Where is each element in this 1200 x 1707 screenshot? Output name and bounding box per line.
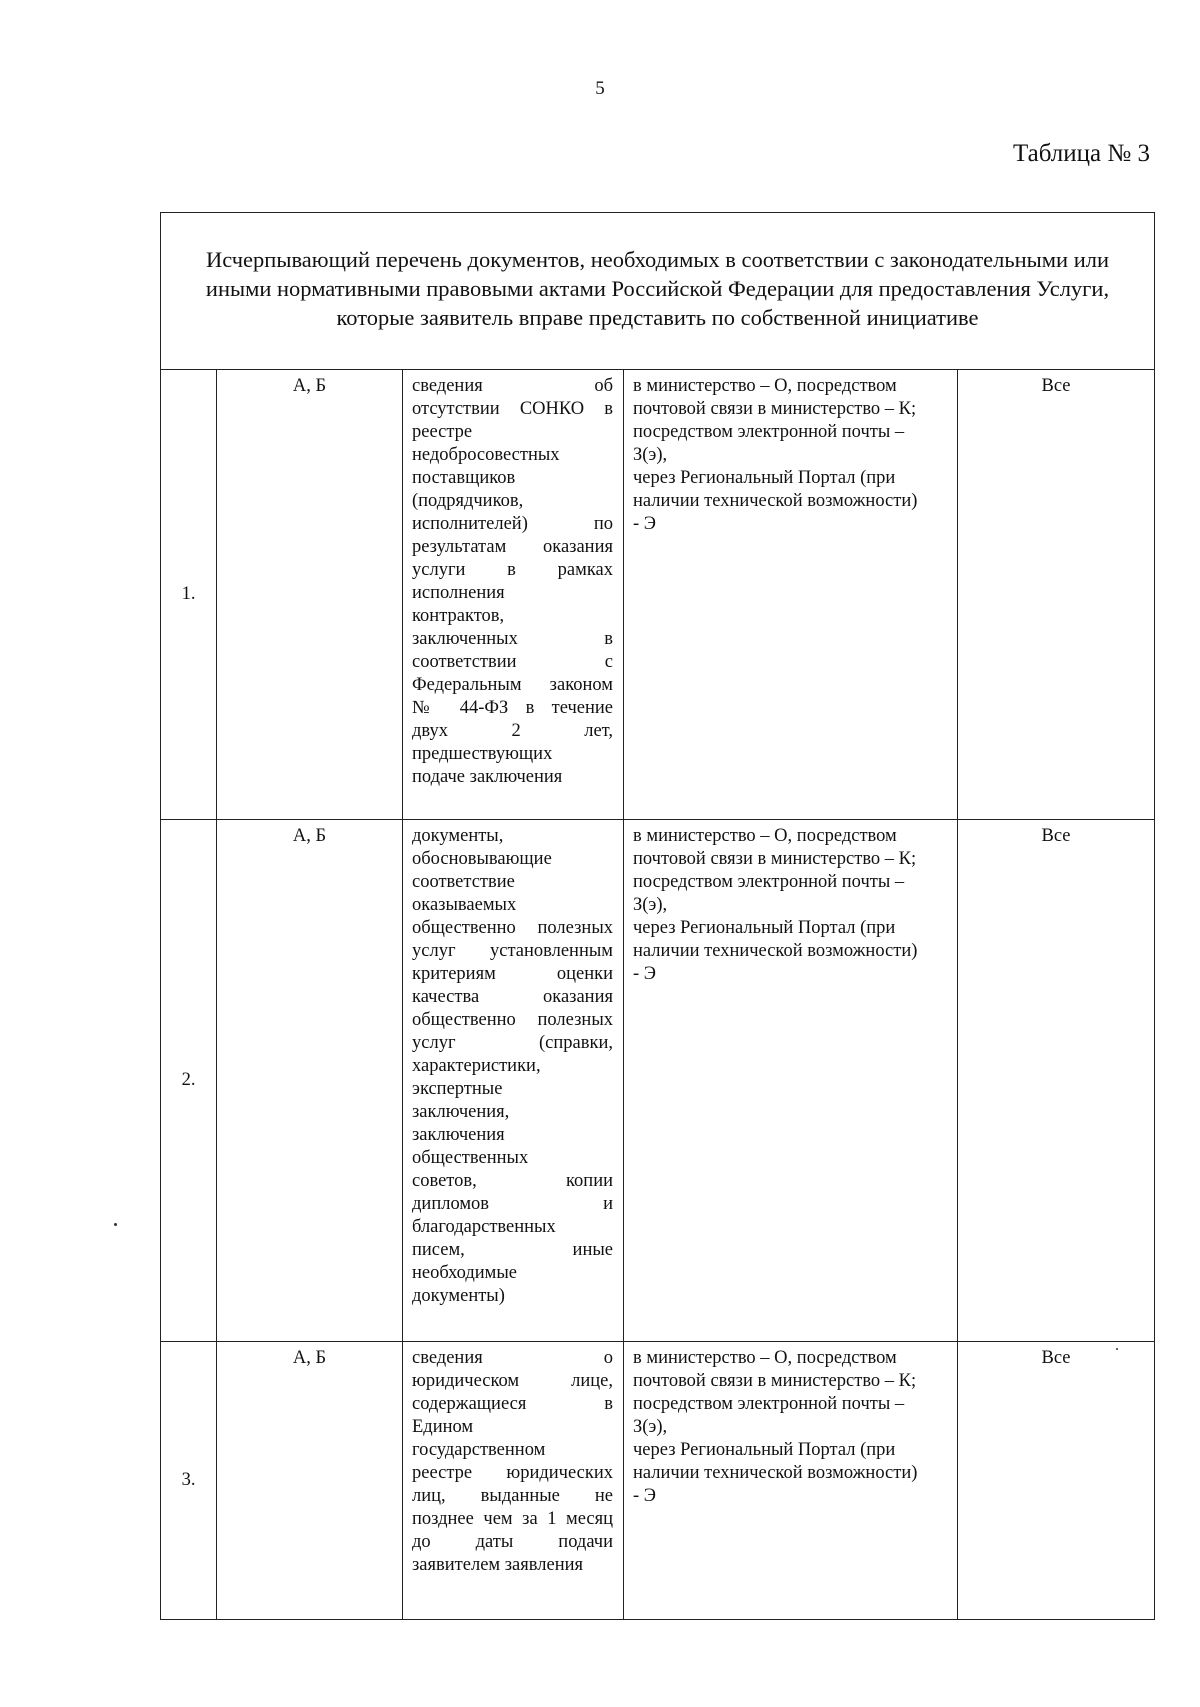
text-line: недобросовестных <box>412 445 560 465</box>
text-line: через Региональный Портал (при <box>633 1440 896 1460</box>
text-line: реестре юридических <box>412 1463 613 1483</box>
text-line: заключения, <box>412 1102 510 1122</box>
row-number: 1. <box>161 370 217 820</box>
text-line: отсутствии СОНКО в <box>412 399 613 419</box>
text-line: общественных <box>412 1148 529 1168</box>
text-line: сведения об <box>412 376 613 396</box>
submission-method <box>624 370 958 820</box>
table-row <box>161 1342 1155 1620</box>
text-line: З(э), <box>633 895 668 915</box>
text-line: заключенных в <box>412 629 613 649</box>
text-line: наличии технической возможности) <box>633 941 918 961</box>
table-caption: Таблица № 3 <box>1012 140 1150 167</box>
scan-speck <box>114 1223 117 1226</box>
page-number: 5 <box>595 78 605 99</box>
header-line: иными нормативными правовыми актами Российской Федерации для предоставления Услуги, <box>205 275 1110 301</box>
text-line: двух 2 лет, <box>412 721 613 741</box>
text-line: Федеральным законом <box>412 675 613 695</box>
row-number: 3. <box>161 1342 217 1620</box>
applicant-category: А, Б <box>217 370 403 820</box>
text-line: характеристики, <box>412 1056 541 1076</box>
table-header <box>161 213 1155 370</box>
text-line: заключения <box>412 1125 505 1145</box>
text-line: контрактов, <box>412 606 505 626</box>
text-line: в министерство – О, посредством <box>633 1348 897 1368</box>
text-line: результатам оказания <box>412 537 613 557</box>
table-row <box>161 820 1155 1342</box>
document-description <box>403 370 624 820</box>
header-line: которые заявитель вправе представить по собственной инициативе <box>336 304 979 330</box>
text-line: исполнителей) по <box>412 514 613 534</box>
applies-to: Все <box>958 1342 1155 1620</box>
applies-to: Все <box>958 370 1155 820</box>
text-line: содержащиеся в <box>412 1394 613 1414</box>
document-description <box>403 1342 624 1620</box>
applicant-category: А, Б <box>217 1342 403 1620</box>
table-header-row <box>161 213 1155 370</box>
text-line: позднее чем за 1 месяц <box>412 1509 613 1529</box>
text-line: (подрядчиков, <box>412 491 524 511</box>
text-line: З(э), <box>633 1417 668 1437</box>
text-line: через Региональный Портал (при <box>633 468 896 488</box>
text-line: предшествующих <box>412 744 553 764</box>
text-line: необходимые <box>412 1263 517 1283</box>
text-line: исполнения <box>412 583 505 603</box>
document-description <box>403 820 624 1342</box>
text-line: почтовой связи в министерство – К; <box>633 1371 917 1391</box>
text-line: обосновывающие <box>412 849 552 869</box>
text-line: советов, копии <box>412 1171 613 1191</box>
text-line: почтовой связи в министерство – К; <box>633 399 917 419</box>
scan-speck <box>1116 1348 1118 1350</box>
text-line: юридическом лице, <box>412 1371 613 1391</box>
text-line: почтовой связи в министерство – К; <box>633 849 917 869</box>
text-line: посредством электронной почты – <box>633 872 905 892</box>
header-line: Исчерпывающий перечень документов, необходимых в соответствии с законодательными или <box>205 246 1110 272</box>
text-line: общественно полезных <box>412 1010 613 1030</box>
text-line: услуг установленным <box>412 941 613 961</box>
text-line: сведения о <box>412 1348 613 1368</box>
text-line: З(э), <box>633 445 668 465</box>
text-line: услуги в рамках <box>412 560 613 580</box>
text-line: писем, иные <box>412 1240 613 1260</box>
text-line: соответствии с <box>412 652 613 672</box>
text-line: до даты подачи <box>412 1532 613 1552</box>
text-line: документы, <box>412 826 504 846</box>
text-line: качества оказания <box>412 987 613 1007</box>
text-line: через Региональный Портал (при <box>633 918 896 938</box>
row-number: 2. <box>161 820 217 1342</box>
text-line: лиц, выданные не <box>412 1486 613 1506</box>
text-line: посредством электронной почты – <box>633 422 905 442</box>
text-line: реестре <box>412 422 473 442</box>
text-line: - Э <box>633 1486 656 1506</box>
text-line: в министерство – О, посредством <box>633 376 897 396</box>
applicant-category: А, Б <box>217 820 403 1342</box>
text-line: наличии технической возможности) <box>633 491 918 511</box>
text-line: в министерство – О, посредством <box>633 826 897 846</box>
submission-method <box>624 820 958 1342</box>
text-line: дипломов и <box>412 1194 613 1214</box>
applies-to: Все <box>958 820 1155 1342</box>
text-line: № 44-ФЗ в течение <box>412 698 613 718</box>
text-line: оказываемых <box>412 895 517 915</box>
text-line: соответствие <box>412 872 515 892</box>
text-line: экспертные <box>412 1079 503 1099</box>
text-line: критериям оценки <box>412 964 613 984</box>
text-line: подаче заключения <box>412 767 563 787</box>
text-line: - Э <box>633 514 656 534</box>
text-line: посредством электронной почты – <box>633 1394 905 1414</box>
text-line: общественно полезных <box>412 918 613 938</box>
text-line: - Э <box>633 964 656 984</box>
documents-table <box>160 212 1155 1620</box>
text-line: государственном <box>412 1440 546 1460</box>
text-line: Едином <box>412 1417 474 1437</box>
text-line: благодарственных <box>412 1217 556 1237</box>
submission-method <box>624 1342 958 1620</box>
table-row <box>161 370 1155 820</box>
text-line: услуг (справки, <box>412 1033 613 1053</box>
text-line: документы) <box>412 1286 505 1306</box>
text-line: наличии технической возможности) <box>633 1463 918 1483</box>
text-line: поставщиков <box>412 468 516 488</box>
text-line: заявителем заявления <box>412 1555 584 1575</box>
